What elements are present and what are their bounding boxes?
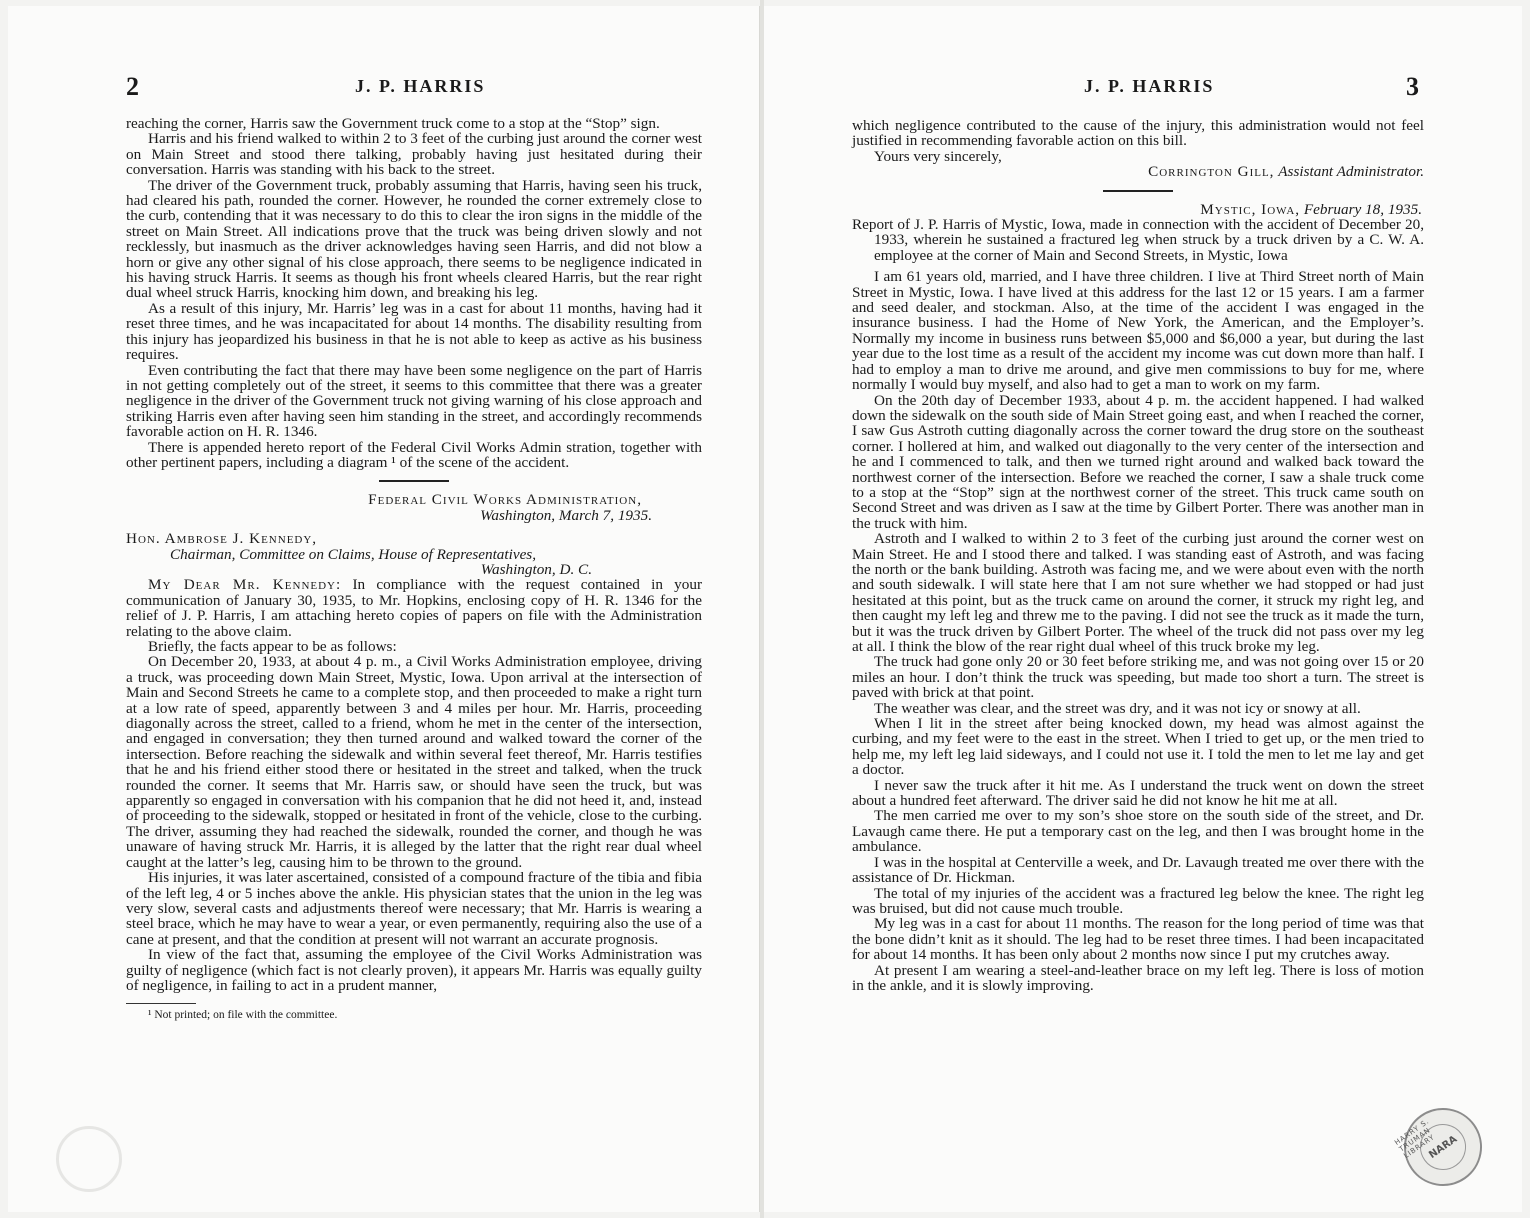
letterhead-org: Federal Civil Works Administration,	[368, 491, 642, 509]
right-page	[764, 6, 1522, 1212]
paragraph: reaching the corner, Harris saw the Government truck come to a stop at the “Stop” sign.	[126, 115, 660, 132]
paragraph: I never saw the truck after it hit me. As I understand the truck went on down the street about a hundred feet afterward. The driver said he did not know he hit me at all.	[852, 776, 1424, 810]
footnote-rule	[126, 1003, 196, 1004]
footnote: ¹ Not printed; on file with the committee.	[148, 1009, 338, 1022]
paragraph: Even contributing the fact that there may have been some negligence on the part of Harris in not getting completely out of the street, it seems to this committee that there was a greater negligence in the driver of the Government truck not giving warning of his close approach and striking Harris even after having seen him standing in the street, and accordingly recommends favorable action on H. R. 1346.	[126, 361, 702, 441]
stamp-center: NARA	[1411, 1115, 1475, 1179]
report-intro: Report of J. P. Harris of Mystic, Iowa, made in connection with the accident of December 20, 1933, wherein he sustained a fractured leg when struck by a truck driven by a C. W. A. employee at the corner of Main and Second Streets, in Mystic, Iowa	[852, 216, 1424, 264]
letter-paragraph: In view of the fact that, assuming the employee of the Civil Works Administration was guilty of negligence (which fact is not clearly proven), it appears Mr. Harris was equally guilty of negligence, in failing to act in a prudent manner,	[126, 946, 702, 994]
paragraph: The total of my injuries of the accident was a fractured leg below the knee. The right leg was bruised, but did not cause much trouble.	[852, 884, 1424, 917]
paragraph: The truck had gone only 20 or 30 feet before striking me, and was not going over 15 or 20 miles an hour. I don’t think the truck was speeding, but made too short a turn. The street is paved with brick at that point.	[852, 653, 1424, 702]
letter-paragraph: On December 20, 1933, at about 4 p. m., a Civil Works Administration employee, driving a truck, was proceeding down Main Street, Mystic, Iowa. Upon arrival at the intersection of Main and Second Streets he came to a complete stop, and then proceeded to make a right turn at a low rate of speed, apparently between 3 and 4 miles per hour. Mr. Harris, proceeding diagonally across the street, called to a friend, whom he met in the center of the intersection, and engaged in conversation; they then turned around and walked toward the corner of the intersection. Before reaching the sidewalk and within several feet thereof, Mr. Harris testifies that he and his friend either stood there or hesitated in the street and talked, when the truck rounded the corner. It seems that Mr. Harris saw, or should have seen the truck, but was apparently so engaged in conversation with his companion that he did not heed it, and, instead of proceeding to the sidewalk, stopped or hesitated in front of the vehicle, close to the curbing. The driver, assuming they had reached the sidewalk, rounded the corner, and though he was unaware of having struck Mr. Harris, it is alleged by the latter that the right rear dual wheel caught at the latter’s leg, causing him to be thrown to the ground.	[126, 653, 702, 871]
page-number: 2	[126, 72, 139, 101]
signature-title: Assistant Administrator.	[1278, 163, 1424, 181]
paragraph: which negligence contributed to the cause of the injury, this administration would not feel justified in recommending favorable action on this bill.	[852, 117, 1424, 150]
addressee-name: Hon. Ambrose J. Kennedy,	[126, 530, 318, 548]
report-dateline	[852, 202, 1424, 217]
report-place: Mystic, Iowa,	[1200, 200, 1301, 218]
addressee-title: Chairman, Committee on Claims, House of Representatives,	[170, 545, 537, 563]
closing: Yours very sincerely,	[874, 147, 1002, 165]
paragraph: Harris and his friend walked to within 2 to 3 feet of the curbing just around the corner west on Main Street and stood there talking, probably having just hesitated during their conversation. Harris was standing with his back to the street.	[126, 130, 702, 179]
section-divider	[1103, 190, 1173, 192]
left-text-column	[126, 116, 702, 1022]
paragraph: I am 61 years old, married, and I have three children. I live at Third Street north of Main Street in Mystic, Iowa. I have lived at this address for the last 12 or 15 years. I am a farmer and seed dealer, and stockman. Also, at the time of the accident I was engaged in the insurance business. I had the Home of New York, the American, and the Employer’s. Normally my income in business runs between $5,000 and $6,000 a year, but during the last year due to the lost time as a result of the accident my income was cut down more than half. I had to employ a man to drive me around, and give men commissions to buy for me, where normally I would buy myself, and also had to get a man to work on my farm.	[852, 268, 1424, 394]
signature-name: Corrington Gill,	[1148, 163, 1275, 181]
salutation: My Dear Mr. Kennedy:	[148, 576, 342, 594]
paragraph: My leg was in a cast for about 11 months. The reason for the long period of time was that the bone didn’t knit as it should. The leg had to be reset three times. I had been incapacitated for about 14 months. It has been only about 2 months now since I put my crutches away.	[852, 915, 1424, 964]
paragraph: When I lit in the street after being knocked down, my head was almost against the curbing, and my feet were to the east in the street. When I tried to get up, or the men tried to help me, my left leg laid sideways, and I could not use it. I told the men to let me lay and get a doctor.	[852, 715, 1424, 779]
paragraph: I was in the hospital at Centerville a week, and Dr. Lavaugh treated me over there with the assistance of Dr. Hickman.	[852, 853, 1424, 887]
running-head: J. P. HARRIS	[355, 76, 486, 96]
letterhead-place-date: Washington, March 7, 1935.	[480, 506, 652, 524]
page-number: 3	[1406, 72, 1419, 101]
section-divider	[379, 480, 449, 482]
report-date: February 18, 1935.	[1303, 200, 1422, 218]
paragraph: There is appended hereto report of the Federal Civil Works Admin stration, together with other pertinent papers, including a diagram ¹ of the scene of the accident.	[126, 438, 702, 471]
paragraph: Astroth and I walked to within 2 to 3 feet of the curbing just around the corner west on Main Street. He and I stood there and talked. I was standing east of Astroth, and was facing the north or the bank building. Astroth was facing me, and we were about even with the north and south sidewalk. I will state here that I am not sure whether we had stopped or had just hesitated at this point, but as the truck came on around the corner, it struck my right leg, and then caught my left leg and threw me to the paving. I did not see the truck as it made the turn, but it was the truck driven by Gilbert Porter. The wheel of the truck did not pass over my leg at all. I think the blow of the rear right dual wheel of this truck broke my leg.	[852, 530, 1424, 655]
stamp-ring-text: HARRY S. TRUMAN LIBRARY	[1393, 1117, 1437, 1161]
letter-paragraph: My Dear Mr. Kennedy: In compliance with the request contained in your communication of January 30, 1935, to Mr. Hopkins, enclosing copy of H. R. 1346 for the relief of J. P. Harris, I am attaching hereto copies of papers on file with the Administration relating to the above claim.	[126, 576, 703, 640]
signature	[852, 164, 1424, 179]
letter-paragraph: His injuries, it was later ascertained, consisted of a compound fracture of the tibia and fibia of the left leg, 4 or 5 inches above the ankle. His physician states that the union in the leg was very slow, several casts and adjustments thereof were necessary; that Mr. Harris is wearing a steel brace, which he may have to wear a year, or even permanently, requiring also the use of a cane at present, and that the condition at present will not warrant an accurate prognosis.	[126, 869, 702, 948]
left-page	[8, 6, 760, 1212]
paragraph: The men carried me over to my son’s shoe store on the south side of the street, and Dr. Lavaugh came there. He put a temporary cast on the leg, and then I was brought home in the ambulance.	[852, 807, 1424, 856]
paragraph: The weather was clear, and the street was dry, and it was not icy or snowy at all.	[874, 699, 1361, 717]
faint-stamp-mark	[56, 1126, 122, 1192]
paragraph: On the 20th day of December 1933, about 4 p. m. the accident happened. I had walked down the sidewalk on the south side of Main Street going east, and when I reached the corner, I saw Gus Astroth cutting diagonally across the corner toward the drug store on the southeast corner. I hollered at him, and walked out diagonally to the very center of the intersection and he and I commenced to talk, and then we turned right around and walked back toward the northwest corner of the intersection. Before we reached the corner, I saw a shale truck come to a stop at the “Stop” sign at the northwest corner of the street. This truck came south on Second Street and was driven as I saw at the time by Gilbert Porter. There was another man in the truck with him.	[852, 391, 1424, 532]
paragraph: The driver of the Government truck, probably assuming that Harris, having seen his truck, had cleared his path, rounded the corner. However, he rounded the corner extremely close to the curb, contending that it was necessary to do this to clear the iron signs in the middle of the street on Main Street. All indications prove that the truck was being driven slowly and not recklessly, but inasmuch as the driver acknowledges having seen Harris, and did not blow a horn or give any other signal of his close approach, there seems to be negligence indicated in his having struck Harris. It seems as though his front wheels cleared Harris, but the rear right dual wheel struck Harris, knocking him down, and breaking his leg.	[126, 176, 702, 302]
paragraph: At present I am wearing a steel-and-leather brace on my left leg. There is loss of motion in the ankle, and it is slowly improving.	[852, 961, 1424, 994]
addressee-place: Washington, D. C.	[480, 560, 592, 578]
right-text-column	[852, 118, 1424, 993]
paragraph: As a result of this injury, Mr. Harris’ leg was in a cast for about 11 months, having had it reset three times, and he was incapacitated for about 14 months. The disability resulting from this injury has jeopardized his business in that he is not able to keep as active as his business requires.	[126, 299, 702, 364]
letter-paragraph: Briefly, the facts appear to be as follows:	[148, 638, 397, 655]
running-head: J. P. HARRIS	[1084, 76, 1215, 96]
